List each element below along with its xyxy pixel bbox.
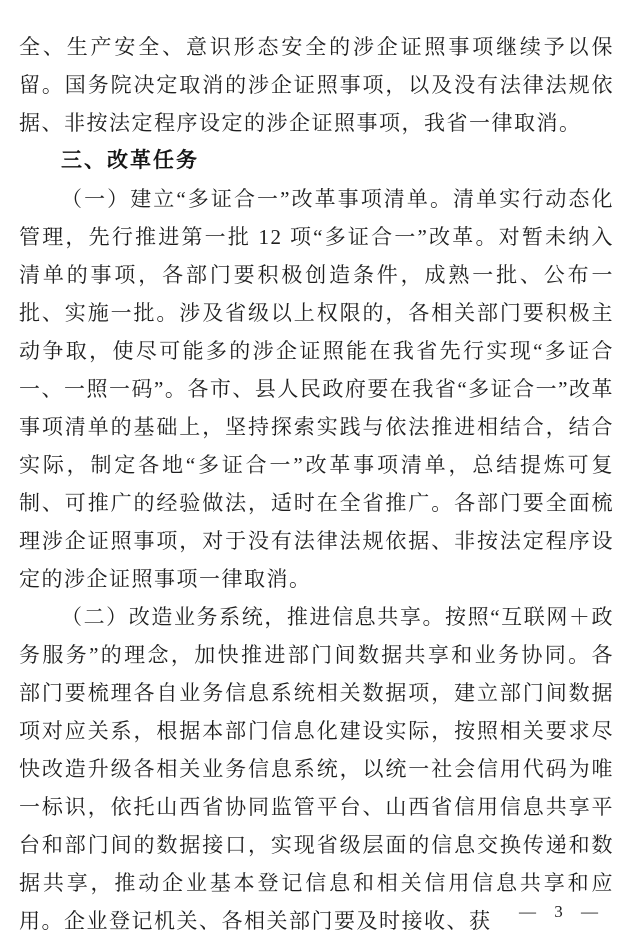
document-body xyxy=(19,28,614,940)
paragraph-item-1 xyxy=(19,180,614,598)
paragraph-continuation: 全、生产安全、意识形态安全的涉企证照事项继续予以保留。国务院决定取消的涉企证照事项，以及没有法律法规依据、非按法定程序设定的涉企证照事项，我省一律取消。 xyxy=(19,35,614,135)
paragraph-item-2 xyxy=(19,598,614,940)
item-1-text: 清单实行动态化管理，先行推进第一批 12 项“多证合一”改革。对暂未纳入清单的事项，各部门要积极创造条件，成熟一批、公布一批、实施一批。涉及省级以上权限的，各相关部门要积极主动争取，使尽可能多的涉企证照能在我省先行实现“多证合一、一照一码”。各市、县人民政府要在我省“多证合一”改革事项清单的基础上，坚持探索实践与依法推进相结合，结合实际，制定各地“多证合一”改革事项清单，总结提炼可复制、可推广的经验做法，适时在全省推广。各部门要全面梳理涉企证照事项，对于没有法律法规依据、非按法定程序设定的涉企证照事项一律取消。 xyxy=(19,187,615,591)
item-1-lead: （一）建立“多证合一”改革事项清单。 xyxy=(61,187,454,211)
item-2-lead: （二）改造业务系统，推进信息共享。 xyxy=(61,605,446,629)
item-2-text: 按照“互联网＋政务服务”的理念，加快推进部门间数据共享和业务协同。各部门要梳理各自业务信息系统相关数据项，建立部门间数据项对应关系，根据本部门信息化建设实际，按照相关要求尽快改造升级各相关业务信息系统，以统一社会信用代码为唯一标识，依托山西省协同监管平台、山西省信用信息共享平台和部门间的数据接口，实现省级层面的信息交换传递和数据共享，推动企业基本登记信息和相关信用信息共享和应用。企业登记机关、各相关部门要及时接收、获 xyxy=(19,605,615,933)
page-number: — 3 — xyxy=(519,902,605,921)
section-heading-reform-tasks: 三、改革任务 xyxy=(61,149,199,172)
